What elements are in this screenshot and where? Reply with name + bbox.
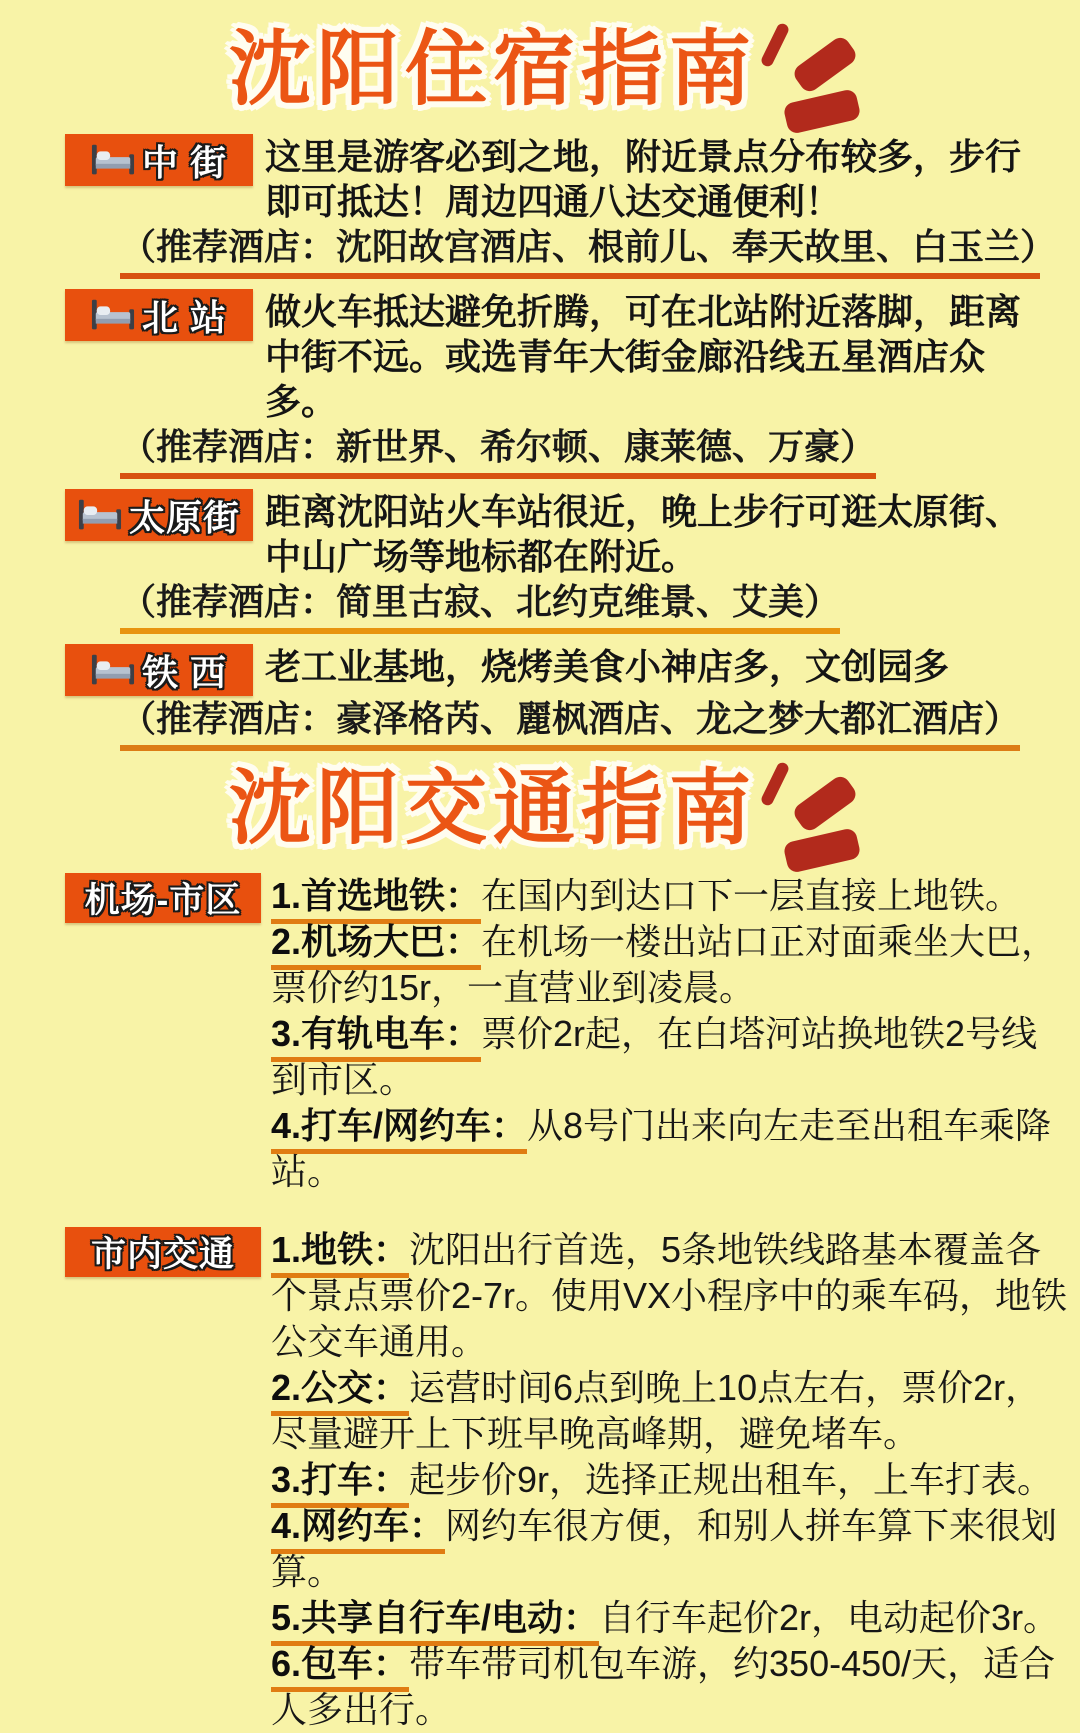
transport-item-text: 票价2r起，在白塔河站换地铁2号线到市区。 <box>271 1013 1038 1100</box>
transport-section-airport-city <box>65 873 1068 1195</box>
bed-icon <box>91 653 135 687</box>
transport-item <box>271 1503 1068 1595</box>
district-badge <box>65 489 253 541</box>
transport-item-text: 网约车很方便，和别人拼车算下来很划算。 <box>271 1505 1058 1592</box>
transport-section-badge <box>65 873 261 923</box>
accommodation-title-block <box>0 22 1080 124</box>
transport-item <box>271 873 1068 919</box>
transport-item-label: 3.打车： <box>271 1459 409 1508</box>
recommended-hotels: （推荐酒店：简里古寂、北约克维景、艾美） <box>120 581 840 634</box>
transport-item <box>271 1457 1068 1503</box>
district-description: 这里是游客必到之地，附近景点分布较多，步行即可抵达！周边四通八达交通便利！ <box>265 136 1022 222</box>
transport-item-text: 带车带司机包车游，约350-450/天，适合人多出行。 <box>271 1643 1056 1730</box>
transport-item <box>271 1227 1068 1365</box>
transport-item-label: 1.首选地铁： <box>271 875 481 924</box>
transport-item <box>271 1595 1068 1641</box>
transport-item-text: 起步价9r，选择正规出租车，上车打表。 <box>409 1459 1054 1500</box>
district-badge-label: 北 站 <box>141 296 227 338</box>
transport-section-badge-label: 市内交通 <box>90 1235 235 1274</box>
transport-item-text: 在国内到达口下一层直接上地铁。 <box>481 875 1022 916</box>
transport-item-text: 沈阳出行首选，5条地铁线路基本覆盖各个景点票价2-7r。使用VX小程序中的乘车码，地铁公交车通用。 <box>271 1229 1068 1362</box>
district-badge-label: 太原街 <box>128 496 240 538</box>
transport-item-label: 4.打车/网约车： <box>271 1105 527 1154</box>
district-entry-beizhan <box>65 289 1040 479</box>
sparkle-icon <box>767 763 851 863</box>
transport-item <box>271 1365 1068 1457</box>
transport-item-label: 6.包车： <box>271 1643 409 1692</box>
transport-item-label: 2.公交： <box>271 1367 409 1416</box>
transport-item-text: 自行车起价2r，电动起价3r。 <box>599 1597 1060 1638</box>
transport-item-text: 运营时间6点到晚上10点左右，票价2r，尽量避开上下班早晚高峰期，避免堵车。 <box>271 1367 1042 1454</box>
transport-section-in-city <box>65 1227 1068 1733</box>
transport-item-label: 3.有轨电车： <box>271 1013 481 1062</box>
transport-item-label: 1.地铁： <box>271 1229 409 1278</box>
district-badge <box>65 644 253 696</box>
recommended-hotels: （推荐酒店：新世界、希尔顿、康莱德、万豪） <box>120 426 876 479</box>
transport-item-label: 2.机场大巴： <box>271 921 481 970</box>
transport-item-text: 在机场一楼出站口正对面乘坐大巴，票价约15r，一直营业到凌晨。 <box>271 921 1058 1008</box>
bed-icon <box>91 298 135 332</box>
transport-section-badge <box>65 1227 261 1277</box>
transport-title-block <box>0 761 1080 863</box>
district-badge-label: 铁 西 <box>141 651 227 693</box>
transport-item <box>271 1011 1068 1103</box>
transport-title: 沈阳交通指南 <box>228 763 757 854</box>
district-badge-label: 中 街 <box>141 141 227 183</box>
recommended-hotels: （推荐酒店：豪泽格芮、麗枫酒店、龙之梦大都汇酒店） <box>120 698 1020 751</box>
district-entry-zhongjie <box>65 134 1057 279</box>
accommodation-list <box>0 134 1080 751</box>
district-badge <box>65 134 253 186</box>
transport-section-badge-label: 机场-市区 <box>84 881 242 920</box>
transport-item <box>271 1641 1068 1733</box>
district-description: 做火车抵达避免折腾，可在北站附近落脚，距离中街不远。或选青年大街金廊沿线五星酒店众多。 <box>265 291 1022 422</box>
transport-item-text: 从8号门出来向左走至出租车乘降站。 <box>271 1105 1052 1192</box>
bed-icon <box>78 498 122 532</box>
district-description: 距离沈阳站火车站很近，晚上步行可逛太原街、中山广场等地标都在附近。 <box>265 491 1022 577</box>
recommended-hotels: （推荐酒店：沈阳故宫酒店、根前儿、奉天故里、白玉兰） <box>120 226 1040 279</box>
district-entry-tiexi <box>65 644 1040 751</box>
transport-item <box>271 919 1068 1011</box>
transport-item <box>271 1103 1068 1195</box>
transport-item-label: 5.共享自行车/电动： <box>271 1597 599 1646</box>
district-description: 老工业基地，烧烤美食小神店多，文创园多 <box>265 646 950 687</box>
district-badge <box>65 289 253 341</box>
transport-item-label: 4.网约车： <box>271 1505 445 1554</box>
sparkle-icon <box>767 24 851 124</box>
transport-list <box>0 873 1080 1733</box>
accommodation-title: 沈阳住宿指南 <box>228 24 757 115</box>
bed-icon <box>91 143 135 177</box>
district-entry-taiyuanjie <box>65 489 1040 634</box>
